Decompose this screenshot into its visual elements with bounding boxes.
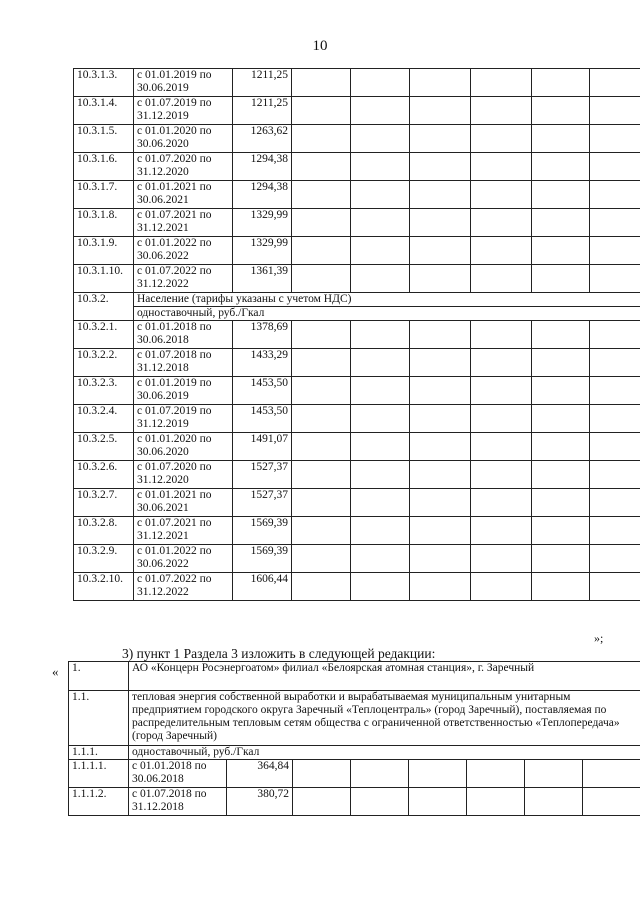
empty-cell [410,573,471,601]
period-cell: с 01.01.2020 по 30.06.2020 [134,433,233,461]
row-code: 10.3.2.7. [74,489,134,517]
empty-cell [471,545,532,573]
org-name: АО «Концерн Росэнергоатом» филиал «Белоярская атомная станция», г. Заречный [129,662,640,691]
empty-cell [292,153,351,181]
empty-cell [292,209,351,237]
row-code: 10.3.2.8. [74,517,134,545]
empty-cell [590,349,640,377]
row-code: 10.3.2.4. [74,405,134,433]
tariff-table-continued [73,68,640,601]
empty-cell [471,153,532,181]
empty-cell [532,321,590,349]
empty-cell [351,69,410,97]
empty-cell [590,69,640,97]
page-number: 10 [312,38,328,54]
empty-cell [351,788,409,816]
empty-cell [351,97,410,125]
tariff-table-new-edition [68,661,640,816]
empty-cell [410,321,471,349]
empty-cell [292,321,351,349]
empty-cell [525,760,583,788]
row-code: 10.3.2.10. [74,573,134,601]
empty-cell [467,760,525,788]
empty-cell [590,433,640,461]
empty-cell [471,321,532,349]
table-row [74,321,640,349]
empty-cell [471,69,532,97]
period-cell: с 01.01.2018 по 30.06.2018 [134,321,233,349]
empty-cell [292,517,351,545]
row-code: 10.3.1.10. [74,265,134,293]
empty-cell [410,265,471,293]
service-description: тепловая энергия собственной выработки и вырабатываемая муниципальным унитарным предприятием городского округа Заречный «Теплоцентраль» (город Заречный), поставляемая по распределительным тепловым сетям общества с ограниченной ответственностью «Теплопередача» (город Заречный) [129,691,640,746]
tariff-value: 1361,39 [233,265,292,293]
empty-cell [351,349,410,377]
period-cell: с 01.07.2019 по 31.12.2019 [134,97,233,125]
tariff-value: 1527,37 [233,489,292,517]
empty-cell [292,181,351,209]
empty-cell [351,209,410,237]
empty-cell [471,265,532,293]
table-row [69,788,640,816]
empty-cell [471,377,532,405]
empty-cell [292,377,351,405]
empty-cell [590,97,640,125]
empty-cell [410,125,471,153]
tariff-value: 1606,44 [233,573,292,601]
empty-cell [590,377,640,405]
empty-cell [532,433,590,461]
empty-cell [292,405,351,433]
empty-cell [590,573,640,601]
empty-cell [292,545,351,573]
empty-cell [410,209,471,237]
empty-cell [351,760,409,788]
empty-cell [590,405,640,433]
empty-cell [532,377,590,405]
empty-cell [532,153,590,181]
tariff-value: 1263,62 [233,125,292,153]
table-row [74,517,640,545]
empty-cell [471,349,532,377]
empty-cell [293,760,351,788]
table-row [74,433,640,461]
table-row [74,545,640,573]
empty-cell [351,405,410,433]
empty-cell [532,237,590,265]
empty-cell [292,573,351,601]
row-code: 1.1.1.2. [69,788,129,816]
empty-cell [409,788,467,816]
empty-cell [532,209,590,237]
row-code: 10.3.2. [74,293,134,321]
empty-cell [410,545,471,573]
table-row [69,691,640,746]
empty-cell [590,153,640,181]
table-row [74,125,640,153]
period-cell: с 01.01.2019 по 30.06.2019 [134,69,233,97]
empty-cell [532,489,590,517]
table-row [74,69,640,97]
group-title: Население (тарифы указаны с учетом НДС) [134,293,640,307]
empty-cell [410,433,471,461]
row-code: 1.1.1.1. [69,760,129,788]
period-cell: с 01.01.2022 по 30.06.2022 [134,237,233,265]
period-cell: с 01.01.2019 по 30.06.2019 [134,377,233,405]
section-instruction: 3) пункт 1 Раздела 3 изложить в следующей редакции: [122,646,436,661]
empty-cell [351,517,410,545]
period-cell: с 01.07.2020 по 31.12.2020 [134,461,233,489]
tariff-value: 1569,39 [233,545,292,573]
empty-cell [409,760,467,788]
empty-cell [525,788,583,816]
tariff-value: 1329,99 [233,209,292,237]
empty-cell [351,237,410,265]
row-code: 10.3.1.6. [74,153,134,181]
empty-cell [292,349,351,377]
tariff-value: 1378,69 [233,321,292,349]
tariff-value: 1329,99 [233,237,292,265]
empty-cell [590,517,640,545]
empty-cell [410,405,471,433]
row-code: 10.3.2.9. [74,545,134,573]
tariff-value: 1453,50 [233,377,292,405]
period-cell: с 01.07.2021 по 31.12.2021 [134,517,233,545]
empty-cell [351,433,410,461]
row-code: 10.3.2.1. [74,321,134,349]
empty-cell [351,153,410,181]
empty-cell [410,153,471,181]
table-row [74,265,640,293]
table-row [74,377,640,405]
row-code: 10.3.1.7. [74,181,134,209]
empty-cell [590,237,640,265]
table-row [74,153,640,181]
empty-cell [410,489,471,517]
empty-cell [351,125,410,153]
table-row [74,293,640,307]
empty-cell [292,265,351,293]
period-cell: с 01.01.2018 по 30.06.2018 [129,760,227,788]
empty-cell [410,461,471,489]
empty-cell [590,461,640,489]
closing-quote: »; [594,631,604,645]
period-cell: с 01.07.2018 по 31.12.2018 [134,349,233,377]
empty-cell [532,461,590,489]
unit-label: одноставочный, руб./Гкал [129,746,640,760]
row-code: 10.3.1.4. [74,97,134,125]
table-row [74,573,640,601]
table-row [74,209,640,237]
empty-cell [471,489,532,517]
period-cell: с 01.01.2022 по 30.06.2022 [134,545,233,573]
empty-cell [532,97,590,125]
table-row [74,405,640,433]
period-cell: с 01.07.2020 по 31.12.2020 [134,153,233,181]
row-code: 10.3.1.5. [74,125,134,153]
empty-cell [471,237,532,265]
tariff-value: 1294,38 [233,181,292,209]
period-cell: с 01.07.2021 по 31.12.2021 [134,209,233,237]
table-row [74,349,640,377]
empty-cell [471,517,532,545]
row-code: 10.3.1.9. [74,237,134,265]
empty-cell [471,209,532,237]
empty-cell [292,433,351,461]
tariff-value: 1433,29 [233,349,292,377]
empty-cell [471,433,532,461]
group-subtitle: одноставочный, руб./Гкал [134,307,640,321]
empty-cell [590,489,640,517]
empty-cell [410,377,471,405]
empty-cell [410,349,471,377]
opening-quote: « [52,664,59,679]
empty-cell [471,125,532,153]
empty-cell [351,265,410,293]
empty-cell [351,573,410,601]
empty-cell [590,545,640,573]
table-row [69,662,640,691]
tariff-value: 364,84 [227,760,293,788]
empty-cell [292,69,351,97]
period-cell: с 01.01.2021 по 30.06.2021 [134,181,233,209]
empty-cell [351,461,410,489]
empty-cell [292,125,351,153]
empty-cell [410,237,471,265]
empty-cell [532,545,590,573]
empty-cell [351,489,410,517]
table-row [74,461,640,489]
empty-cell [467,788,525,816]
empty-cell [292,461,351,489]
tariff-value: 1294,38 [233,153,292,181]
empty-cell [590,181,640,209]
table-row [74,181,640,209]
empty-cell [410,97,471,125]
empty-cell [532,349,590,377]
empty-cell [532,265,590,293]
row-code: 1.1.1. [69,746,129,760]
row-code: 10.3.2.5. [74,433,134,461]
empty-cell [590,321,640,349]
empty-cell [471,181,532,209]
table-row [69,760,640,788]
table-row [69,746,640,760]
empty-cell [583,788,640,816]
period-cell: с 01.01.2020 по 30.06.2020 [134,125,233,153]
empty-cell [292,489,351,517]
table-row [74,307,640,321]
empty-cell [532,517,590,545]
empty-cell [583,760,640,788]
period-cell: с 01.07.2022 по 31.12.2022 [134,573,233,601]
tariff-value: 1211,25 [233,69,292,97]
empty-cell [590,265,640,293]
tariff-value: 380,72 [227,788,293,816]
tariff-value: 1211,25 [233,97,292,125]
row-code: 10.3.2.6. [74,461,134,489]
empty-cell [471,97,532,125]
empty-cell [351,377,410,405]
empty-cell [351,181,410,209]
row-code: 10.3.1.3. [74,69,134,97]
empty-cell [532,125,590,153]
tariff-value: 1569,39 [233,517,292,545]
empty-cell [532,405,590,433]
empty-cell [590,125,640,153]
table-row [74,237,640,265]
table-row [74,97,640,125]
row-code: 1.1. [69,691,129,746]
period-cell: с 01.07.2022 по 31.12.2022 [134,265,233,293]
table-row [74,489,640,517]
empty-cell [532,69,590,97]
empty-cell [292,237,351,265]
empty-cell [590,209,640,237]
empty-cell [293,788,351,816]
empty-cell [351,545,410,573]
empty-cell [471,461,532,489]
empty-cell [410,69,471,97]
empty-cell [410,181,471,209]
empty-cell [351,321,410,349]
tariff-value: 1491,07 [233,433,292,461]
row-code: 10.3.2.2. [74,349,134,377]
period-cell: с 01.07.2018 по 31.12.2018 [129,788,227,816]
row-code: 10.3.1.8. [74,209,134,237]
row-code: 1. [69,662,129,691]
tariff-value: 1453,50 [233,405,292,433]
period-cell: с 01.01.2021 по 30.06.2021 [134,489,233,517]
empty-cell [471,573,532,601]
empty-cell [532,573,590,601]
row-code: 10.3.2.3. [74,377,134,405]
period-cell: с 01.07.2019 по 31.12.2019 [134,405,233,433]
empty-cell [410,517,471,545]
empty-cell [292,97,351,125]
empty-cell [532,181,590,209]
empty-cell [471,405,532,433]
tariff-value: 1527,37 [233,461,292,489]
